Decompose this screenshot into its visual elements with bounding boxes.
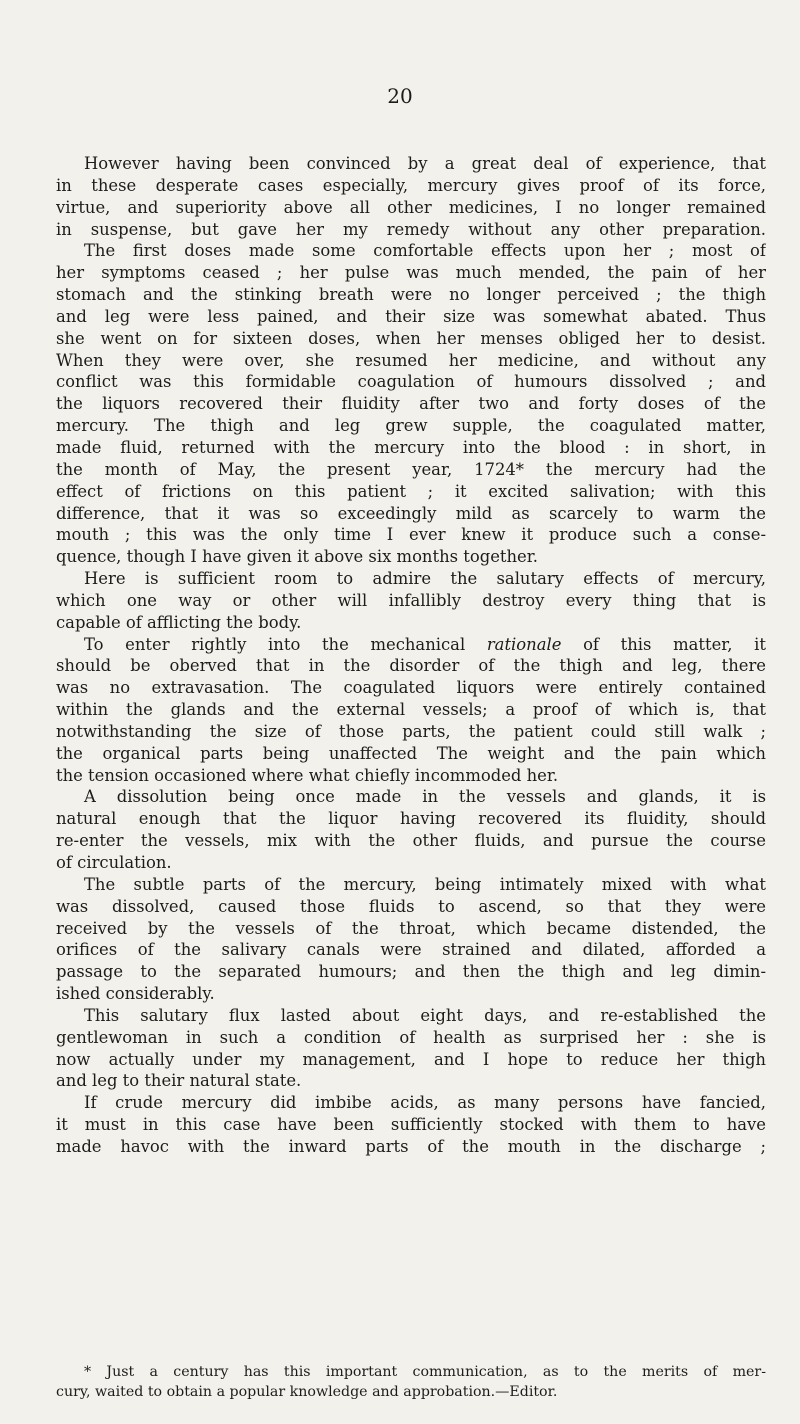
footnote xyxy=(56,1362,766,1402)
text-line: should be oberved that in the disorder of the thigh and leg, there xyxy=(56,656,766,676)
text-line: However having been convinced by a great deal of experience, that xyxy=(84,154,766,173)
text-line: If crude mercury did imbibe acids, as many persons have fancied, xyxy=(84,1093,766,1113)
footnote-line: * Just a century has this important communication, as to the merits of mer- xyxy=(84,1364,766,1380)
text-line: A dissolution being once made in the vessels and glands, it is xyxy=(84,787,766,807)
text-line: natural enough that the liquor having recovered its fluidity, should xyxy=(56,809,766,829)
text-line: and leg to their natural state. xyxy=(56,1071,302,1091)
text-line: re-enter the vessels, mix with the other fluids, and pursue the course xyxy=(56,831,766,851)
text-line: was dissolved, caused those fluids to ascend, so that they were xyxy=(56,896,766,916)
text-line: now actually under my management, and I hope to reduce her thigh xyxy=(56,1049,766,1069)
text-line: in these desperate cases especially, mercury gives proof of its force, xyxy=(56,175,766,195)
text-line: difference, that it was so exceedingly mild as scarcely to warm the xyxy=(56,503,766,523)
text-line: stomach and the stinking breath were no longer perceived ; the thigh xyxy=(56,285,766,305)
text-line: notwithstanding the size of those parts, the patient could still walk ; xyxy=(56,721,766,741)
italic-word: rationale xyxy=(486,634,562,654)
text-line: and leg were less pained, and their size was somewhat abated. Thus xyxy=(56,306,766,326)
text-line: To enter rightly into the mechanical rationale of this matter, it xyxy=(84,634,766,654)
page-number: 20 xyxy=(387,84,413,108)
text-line: she went on for sixteen doses, when her menses obliged her to desist. xyxy=(56,328,766,348)
text-line: capable of afflicting the body. xyxy=(56,612,302,632)
text-line: Here is sufficient room to admire the salutary effects of mercury, xyxy=(84,569,766,589)
footnote-line: cury, waited to obtain a popular knowledge and approbation.—Editor. xyxy=(56,1384,558,1400)
text-line: conflict was this formidable coagulation of humours dissolved ; and xyxy=(56,372,766,392)
text-line: the month of May, the present year, 1724* the mercury had the xyxy=(56,459,766,479)
text-line: mouth ; this was the only time I ever knew it produce such a conse- xyxy=(56,525,766,545)
text-line: The subtle parts of the mercury, being intimately mixed with what xyxy=(84,874,766,894)
text-line: received by the vessels of the throat, which became distended, the xyxy=(56,918,766,938)
body-text xyxy=(56,153,766,1158)
text-line: effect of frictions on this patient ; it excited salivation; with this xyxy=(56,481,766,501)
text-line: virtue, and superiority above all other medicines, I no longer remained xyxy=(56,197,766,217)
text-line: quence, though I have given it above six months together. xyxy=(56,547,538,567)
text-line: the liquors recovered their fluidity after two and forty doses of the xyxy=(56,394,766,414)
text-line: of circulation. xyxy=(56,853,172,872)
text-line: made fluid, returned with the mercury into the blood : in short, in xyxy=(56,437,766,457)
text-line: made havoc with the inward parts of the mouth in the discharge ; xyxy=(56,1136,766,1156)
text-line: orifices of the salivary canals were strained and dilated, afforded a xyxy=(56,940,766,960)
text-line: which one way or other will infallibly destroy every thing that is xyxy=(56,590,766,610)
text-line: was no extravasation. The coagulated liquors were entirely contained xyxy=(56,678,766,698)
text-line: When they were over, she resumed her medicine, and without any xyxy=(56,350,766,370)
text-line: passage to the separated humours; and then the thigh and leg dimin- xyxy=(56,962,766,982)
text-line: The first doses made some comfortable effects upon her ; most of xyxy=(84,241,766,261)
text-line: This salutary flux lasted about eight days, and re-established the xyxy=(84,1005,766,1025)
text-line: ished considerably. xyxy=(56,984,215,1004)
text-line: gentlewoman in such a condition of health as surprised her : she is xyxy=(56,1027,766,1047)
text-line: it must in this case have been sufficiently stocked with them to have xyxy=(56,1115,766,1135)
text-line: the tension occasioned where what chiefly incommoded her. xyxy=(56,765,559,785)
text-line: in suspense, but gave her my remedy without any other preparation. xyxy=(56,219,766,239)
text-line: the organical parts being unaffected The weight and the pain which xyxy=(56,743,766,763)
text-line: mercury. The thigh and leg grew supple, the coagulated matter, xyxy=(56,416,766,436)
text-line: within the glands and the external vessels; a proof of which is, that xyxy=(56,700,766,720)
text-line: her symptoms ceased ; her pulse was much mended, the pain of her xyxy=(56,263,766,283)
